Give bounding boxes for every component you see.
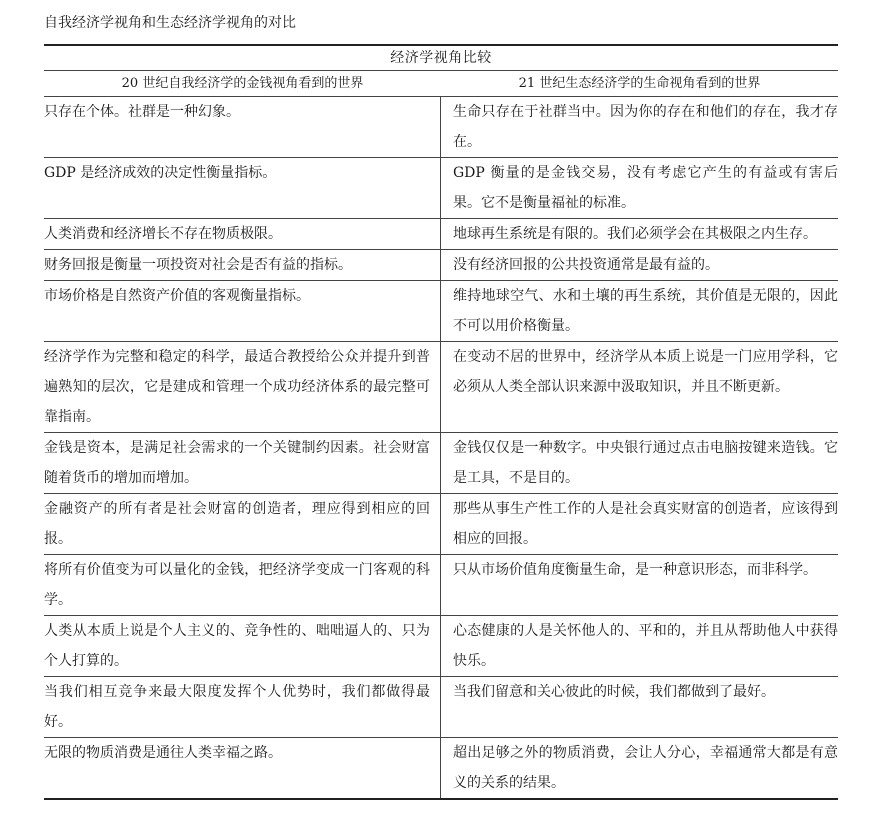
eco-view-cell: 心态健康的人是关怀他人的、平和的，并且从帮助他人中获得快乐。	[453, 623, 838, 669]
eco-view-cell: 地球再生系统是有限的。我们必须学会在其极限之内生存。	[453, 226, 817, 242]
ego-view-cell: 只存在个体。社群是一种幻象。	[44, 97, 441, 157]
table-header-row	[44, 71, 838, 97]
ego-view-cell: 市场价格是自然资产价值的客观衡量指标。	[44, 281, 441, 341]
ego-view-cell: GDP 是经济成效的决定性衡量指标。	[44, 158, 441, 218]
eco-view-cell: 没有经济回报的公共投资通常是最有益的。	[453, 257, 719, 273]
ego-view-cell: 人类从本质上说是个人主义的、竞争性的、咄咄逼人的、只为个人打算的。	[44, 616, 441, 676]
table-caption: 经济学视角比较	[44, 46, 838, 71]
document-title: 自我经济学视角和生态经济学视角的对比	[44, 15, 296, 31]
eco-view-cell: 当我们留意和关心彼此的时候，我们都做到了最好。	[453, 684, 775, 700]
ego-view-cell: 金融资产的所有者是社会财富的创造者，理应得到相应的回报。	[44, 494, 441, 554]
ego-view-cell: 金钱是资本，是满足社会需求的一个关键制约因素。社会财富随着货币的增加而增加。	[44, 433, 441, 493]
header-ego-economics: 20 世纪自我经济学的金钱视角看到的世界	[121, 76, 364, 91]
eco-view-cell: 生命只存在于社群当中。因为你的存在和他们的存在，我才存在。	[453, 104, 838, 150]
eco-view-cell: GDP 衡量的是金钱交易，没有考虑它产生的有益或有害后果。它不是衡量福祉的标准。	[453, 165, 838, 211]
ego-view-cell: 人类消费和经济增长不存在物质极限。	[44, 219, 441, 249]
table-row	[44, 494, 838, 555]
eco-view-cell: 那些从事生产性工作的人是社会真实财富的创造者，应该得到相应的回报。	[453, 501, 838, 547]
eco-view-cell: 超出足够之外的物质消费，会让人分心，幸福通常大都是有意义的关系的结果。	[453, 745, 838, 791]
table-row	[44, 158, 838, 219]
comparison-table	[44, 44, 838, 800]
table-row	[44, 555, 838, 616]
eco-view-cell: 在变动不居的世界中，经济学从本质上说是一门应用学科，它必须从人类全部认识来源中汲取知识，并且不断更新。	[453, 349, 838, 395]
table-row	[44, 616, 838, 677]
ego-view-cell: 财务回报是衡量一项投资对社会是否有益的指标。	[44, 250, 441, 280]
eco-view-cell: 维持地球空气、水和土壤的再生系统，其价值是无限的，因此不可以用价格衡量。	[453, 288, 838, 334]
table-row	[44, 219, 838, 250]
table-row	[44, 433, 838, 494]
ego-view-cell: 将所有价值变为可以量化的金钱，把经济学变成一门客观的科学。	[44, 555, 441, 615]
table-row	[44, 677, 838, 738]
eco-view-cell: 金钱仅仅是一种数字。中央银行通过点击电脑按键来造钱。它是工具，不是目的。	[453, 440, 838, 486]
header-eco-economics: 21 世纪生态经济学的生命视角看到的世界	[518, 76, 761, 91]
table-row	[44, 281, 838, 342]
table-row	[44, 342, 838, 433]
ego-view-cell: 经济学作为完整和稳定的科学，最适合教授给公众并提升到普遍熟知的层次，它是建成和管理一个成功经济体系的最完整可靠指南。	[44, 342, 441, 432]
ego-view-cell: 当我们相互竞争来最大限度发挥个人优势时，我们都做得最好。	[44, 677, 441, 737]
table-body	[44, 97, 838, 798]
ego-view-cell: 无限的物质消费是通往人类幸福之路。	[44, 738, 441, 798]
eco-view-cell: 只从市场价值角度衡量生命，是一种意识形态，而非科学。	[453, 562, 817, 578]
table-row	[44, 97, 838, 158]
table-row	[44, 738, 838, 798]
table-row	[44, 250, 838, 281]
